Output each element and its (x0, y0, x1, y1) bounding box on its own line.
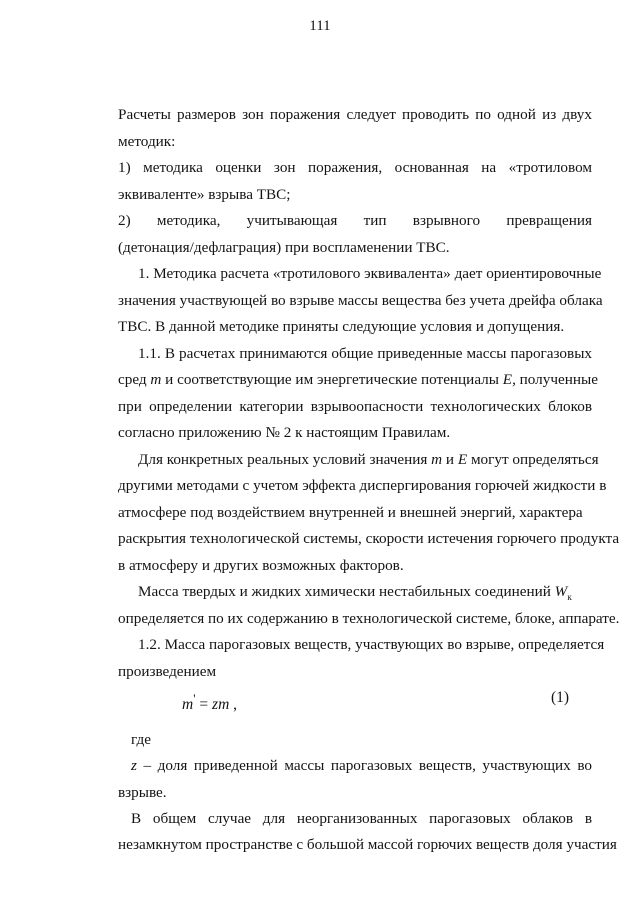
text-line: 1.1. В расчетах принимаются общие приведенные массы парогазовых (138, 345, 592, 362)
text-line: эквиваленте» взрыва ТВС; (118, 186, 291, 203)
text-line: 2) методика, учитывающая тип взрывного превращения (118, 212, 592, 229)
variable-m: m (150, 371, 162, 388)
text-line (131, 757, 592, 775)
text-fragment: могут определяться (467, 451, 599, 468)
formula-m: m (182, 696, 194, 714)
formula-comma: , (229, 696, 238, 714)
formula-zm: zm (212, 696, 230, 714)
text-fragment: и соответствующие им энергетические потенциалы (161, 371, 503, 388)
formula-prime: ' (193, 691, 196, 706)
text-line: ТВС. В данной методике приняты следующие условия и допущения. (118, 318, 565, 335)
text-fragment: , полученные (512, 371, 598, 388)
subscript-k: к (567, 592, 572, 603)
variable-e: E (457, 451, 468, 468)
formula-number: (1) (551, 689, 570, 706)
text-line (138, 583, 612, 606)
text-line: значения участвующей во взрыве массы вещества без учета дрейфа облака (118, 292, 603, 309)
text-line: В общем случае для неорганизованных парогазовых облаков в (131, 810, 592, 827)
variable-e: E (502, 371, 513, 388)
text-line: незамкнутом пространстве с большой массой горючих веществ доля участия (118, 836, 617, 853)
text-line: (детонация/дефлаграция) при воспламенении ТВС. (118, 239, 450, 256)
text-line: методик: (118, 133, 176, 150)
text-line: 1.2. Масса парогазовых веществ, участвующих во взрыве, определяется (138, 636, 605, 653)
text-line: произведением (118, 663, 217, 680)
variable-m: m (431, 451, 443, 468)
text-line: при определении категории взрывоопасности технологических блоков (118, 398, 592, 415)
text-fragment: – доля приведенной массы парогазовых веществ, участвующих во (136, 757, 592, 774)
text-line (138, 451, 599, 469)
text-fragment: сред (118, 371, 151, 388)
variable-w: W (554, 583, 568, 600)
text-line: раскрытия технологической системы, скорости истечения горючего продукта (118, 530, 620, 547)
text-line: где (131, 731, 151, 748)
text-line: Расчеты размеров зон поражения следует проводить по одной из двух (118, 106, 592, 123)
formula-equals: = (195, 696, 213, 714)
text-line: в атмосферу и других возможных факторов. (118, 557, 404, 574)
text-line: 1. Методика расчета «тротилового эквивалента» дает ориентировочные (138, 265, 602, 282)
text-line: взрыве. (118, 784, 167, 801)
text-line: согласно приложению № 2 к настоящим Правилам. (118, 424, 451, 441)
text-line: 1) методика оценки зон поражения, основанная на «тротиловом (118, 159, 592, 176)
text-line: другими методами с учетом эффекта диспергирования горючей жидкости в (118, 477, 607, 494)
text-line (118, 371, 598, 389)
text-line: определяется по их содержанию в технологической системе, блоке, аппарате. (118, 610, 620, 627)
text-fragment: Для конкретных реальных условий значения (138, 451, 432, 468)
text-fragment: Масса твердых и жидких химически нестабильных соединений (138, 583, 555, 600)
page-number: 111 (309, 18, 331, 34)
text-line: атмосфере под воздействием внутренней и внешней энергий, характера (118, 504, 583, 521)
text-fragment: и (442, 451, 458, 468)
variable-z: z (131, 757, 137, 774)
formula (182, 691, 237, 714)
